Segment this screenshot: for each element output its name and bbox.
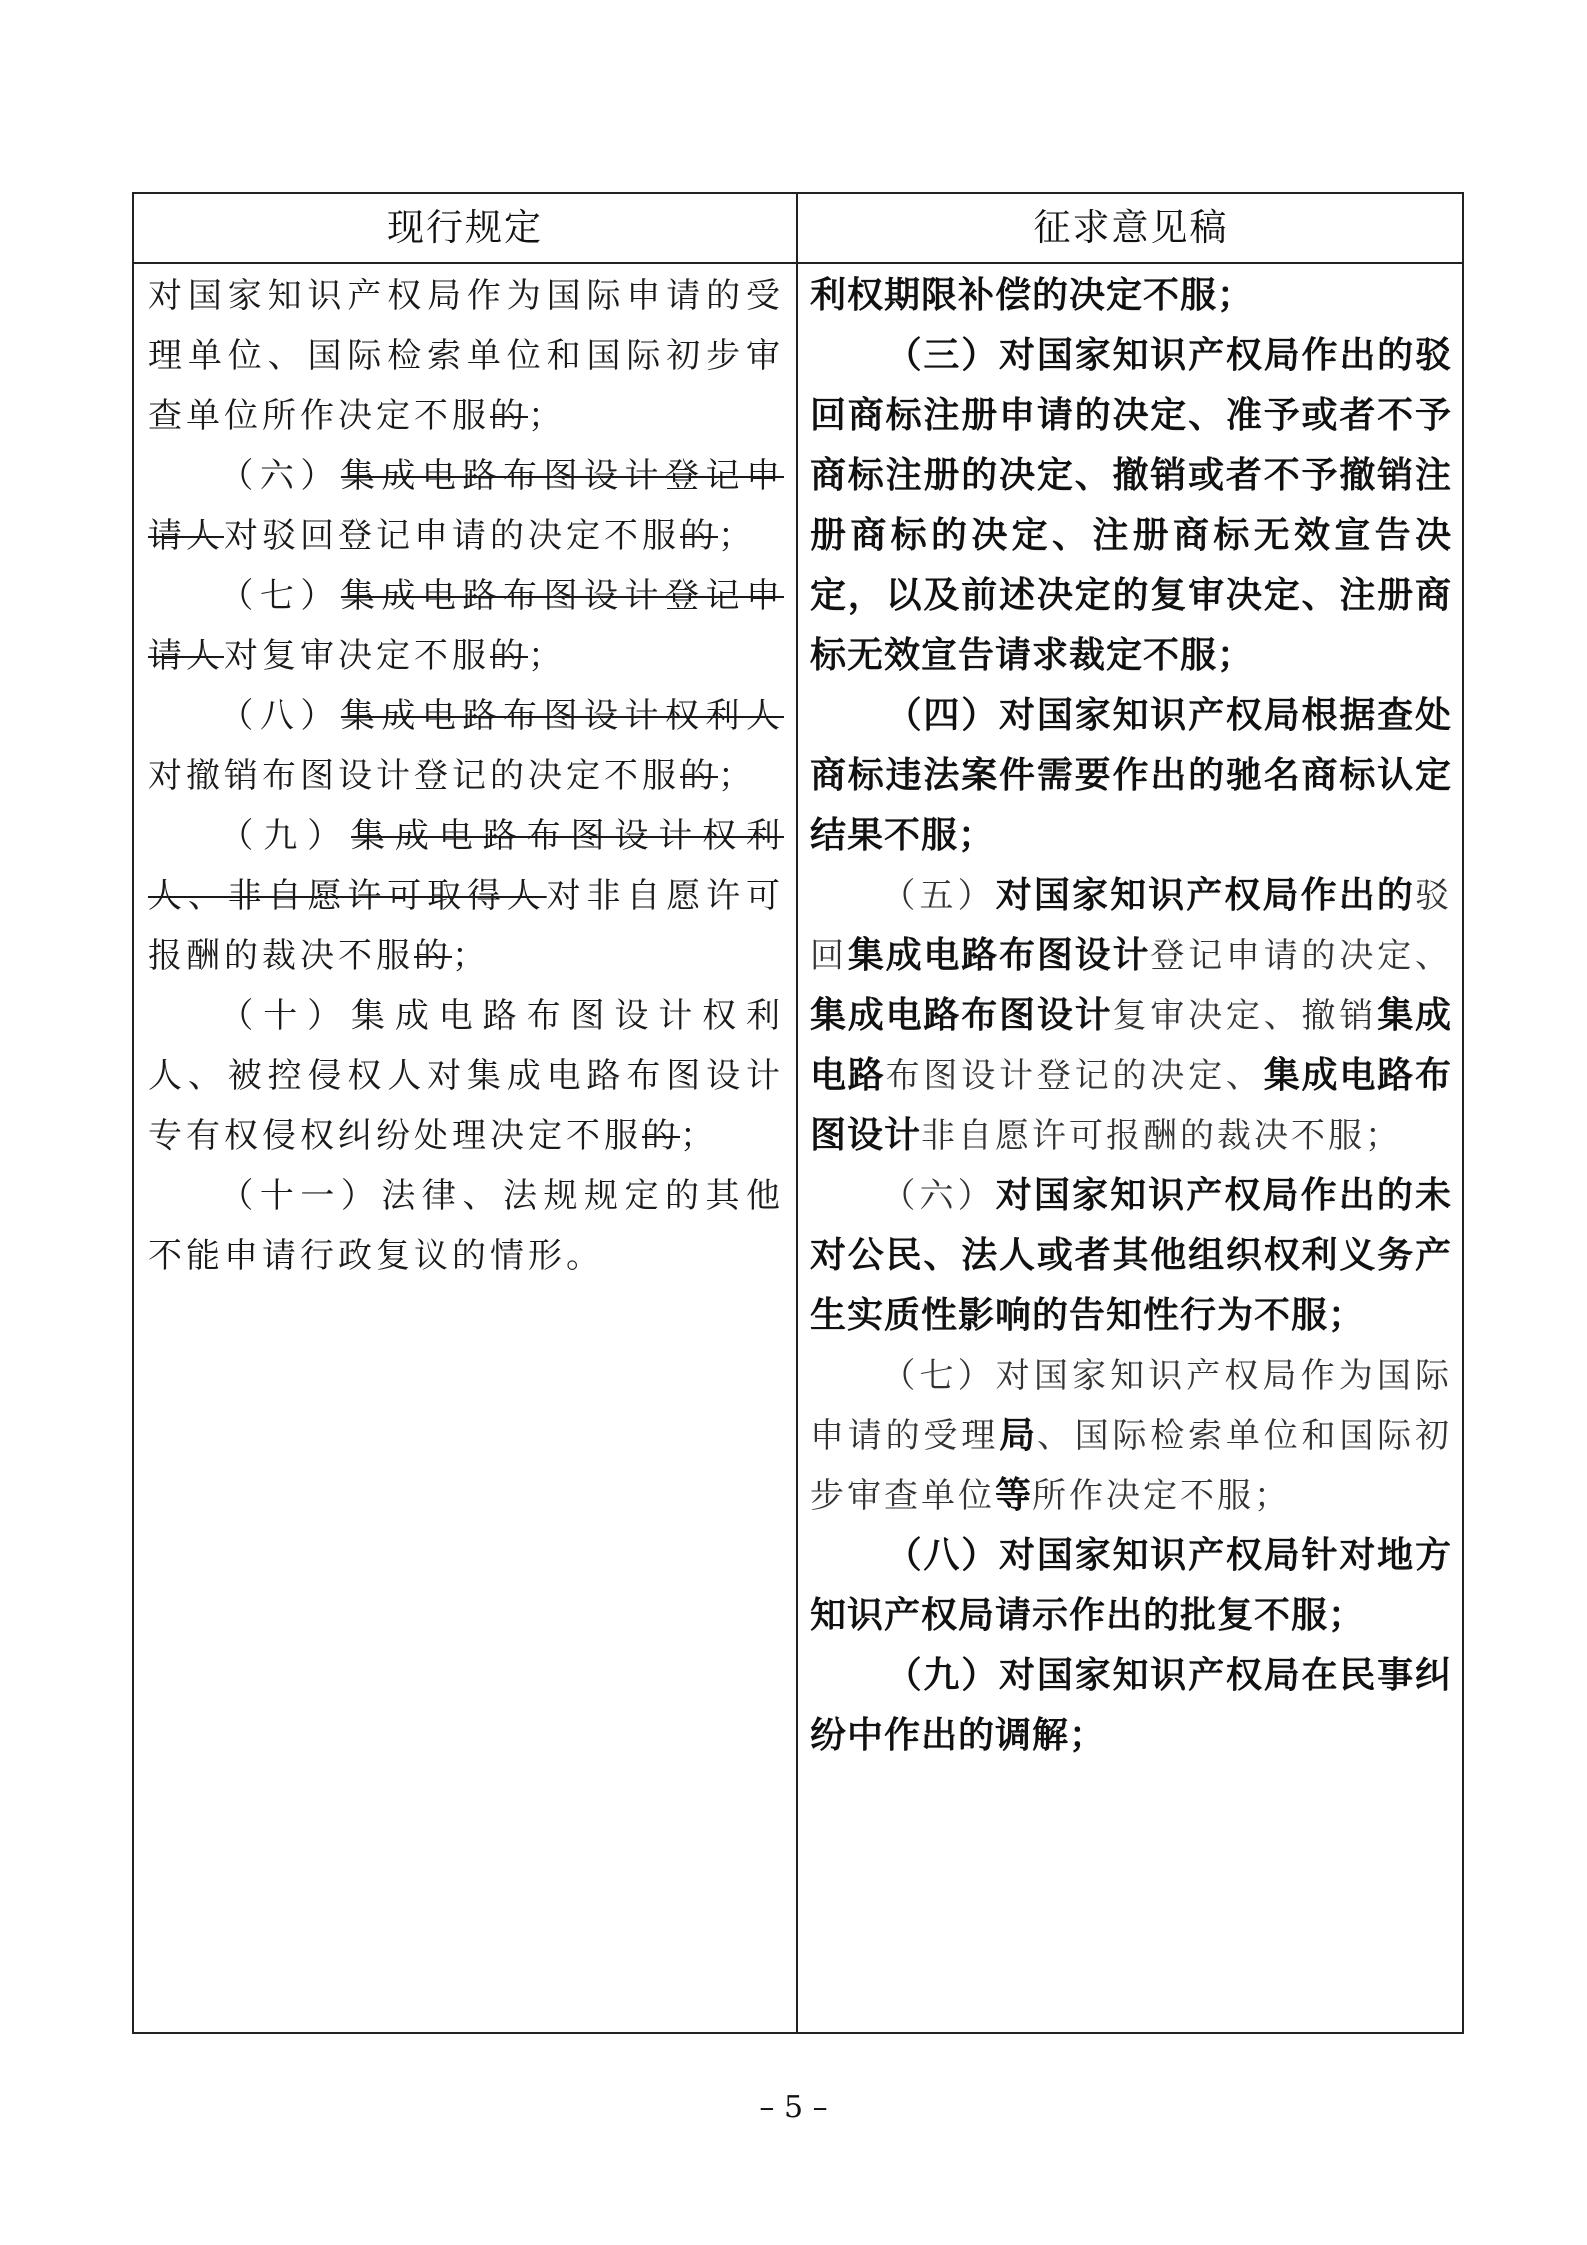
page-number: – 5 – (759, 2090, 828, 2125)
header-draft: 征求意见稿 (1033, 206, 1229, 249)
right-p3-text-1: 驳回 (810, 876, 1452, 976)
left-p1-end: ； (718, 516, 756, 556)
header-current-rules: 现行规定 (387, 206, 543, 249)
left-paragraph-3 (148, 686, 784, 806)
right-p3-added-1: 对国家知识产权局作出的 (995, 875, 1415, 916)
left-p2-text: 对复审决定不服 (224, 636, 490, 676)
draft-column (810, 266, 1452, 1766)
right-p3-added-2: 集成电路布图设计 (847, 935, 1151, 976)
right-p4-num: （六） (881, 1176, 996, 1216)
comparison-table (132, 192, 1464, 2034)
right-p3-text-2: 登记申请的决定、 (1150, 936, 1452, 976)
current-rules-column (148, 266, 784, 1286)
left-paragraph-6: （十一）法律、法规规定的其他不能申请行政复议的情形。 (148, 1176, 784, 1276)
left-p0-deleted: 的 (490, 396, 528, 436)
left-p1-num: （六） (219, 456, 341, 496)
right-p4-added: 对国家知识产权局作出的未对公民、法人或者其他组织权利义务产生实质性影响的告知性行为不服； (810, 1175, 1452, 1336)
left-p3-deleted-2: 的 (680, 756, 718, 796)
right-paragraph-3 (810, 866, 1452, 1166)
left-p0-text: 对国家知识产权局作为国际申请的受理单位、国际检索单位和国际初步审查单位所作决定不服 (148, 276, 784, 436)
left-paragraph-4 (148, 806, 784, 986)
left-p4-num: （九） (219, 816, 352, 856)
left-p2-end: ； (528, 636, 566, 676)
left-p5-deleted: 的 (642, 1116, 680, 1156)
right-paragraph-7: （九）对国家知识产权局在民事纠纷中作出的调解； (810, 1655, 1452, 1756)
left-p4-text: 对非自愿许可报酬的裁决不服 (148, 876, 785, 976)
right-paragraph-1: （三）对国家知识产权局作出的驳回商标注册申请的决定、准予或者不予商标注册的决定、撤销或者不予撤销注册商标的决定、注册商标无效宣告决定，以及前述决定的复审决定、注册商标无效宣告请求裁定不服； (810, 335, 1452, 676)
right-p3-added-3: 集成电路布图设计 (810, 995, 1113, 1036)
left-p2-deleted: 集成电路布图设计登记申请人 (148, 576, 785, 676)
right-p5-text-1: （七）对国家知识产权局作为国际申请的受理 (810, 1356, 1452, 1456)
left-p4-deleted: 集成电路布图设计权利人、非自愿许可取得人 (148, 816, 785, 916)
right-paragraph-0: 利权期限补偿的决定不服； (810, 275, 1255, 316)
right-p5-added-2: 等 (995, 1475, 1033, 1516)
left-p2-num: （七） (219, 576, 341, 616)
left-p4-deleted-2: 的 (414, 936, 452, 976)
right-paragraph-4 (810, 1166, 1452, 1346)
table-header-row (134, 194, 1462, 264)
column-divider (796, 194, 798, 2032)
right-p5-text-2: 、国际检索单位和国际初步审查单位 (810, 1416, 1452, 1516)
left-p1-deleted-2: 的 (680, 516, 718, 556)
right-p5-text-3: 所作决定不服； (1032, 1476, 1292, 1516)
left-paragraph-2 (148, 566, 784, 686)
right-p3-text-4: 布图设计登记的决定、 (885, 1056, 1264, 1096)
left-paragraph-0 (148, 266, 784, 446)
right-paragraph-5 (810, 1346, 1452, 1526)
left-p5-end: ； (680, 1116, 718, 1156)
right-p3-added-4: 集成电路 (810, 995, 1452, 1096)
left-p3-deleted: 集成电路布图设计权利人 (340, 696, 785, 736)
right-p3-added-5: 集成电路布图设计 (810, 1055, 1452, 1156)
left-p3-num: （八） (219, 696, 341, 736)
left-p1-deleted: 集成电路布图设计登记申请人 (148, 456, 785, 556)
right-p3-num: （五） (881, 876, 996, 916)
left-p3-text: 对撤销布图设计登记的决定不服 (148, 756, 680, 796)
left-paragraph-1 (148, 446, 784, 566)
left-p2-deleted-2: 的 (490, 636, 528, 676)
right-p3-text-5: 非自愿许可报酬的裁决不服； (921, 1116, 1403, 1156)
left-p4-end: ； (452, 936, 490, 976)
right-paragraph-2: （四）对国家知识产权局根据查处商标违法案件需要作出的驰名商标认定结果不服； (810, 695, 1452, 856)
right-paragraph-6: （八）对国家知识产权局针对地方知识产权局请示作出的批复不服； (810, 1535, 1452, 1636)
left-p5-text: （十）集成电路布图设计权利人、被控侵权人对集成电路布图设计专有权侵权纠纷处理决定不服 (148, 996, 784, 1156)
left-p3-end: ； (718, 756, 756, 796)
left-paragraph-5 (148, 986, 784, 1166)
right-p3-text-3: 复审决定、撤销 (1112, 996, 1378, 1036)
left-p0-end: ； (528, 396, 566, 436)
right-p5-added-1: 局 (999, 1415, 1037, 1456)
left-p1-text: 对驳回登记申请的决定不服 (224, 516, 680, 556)
